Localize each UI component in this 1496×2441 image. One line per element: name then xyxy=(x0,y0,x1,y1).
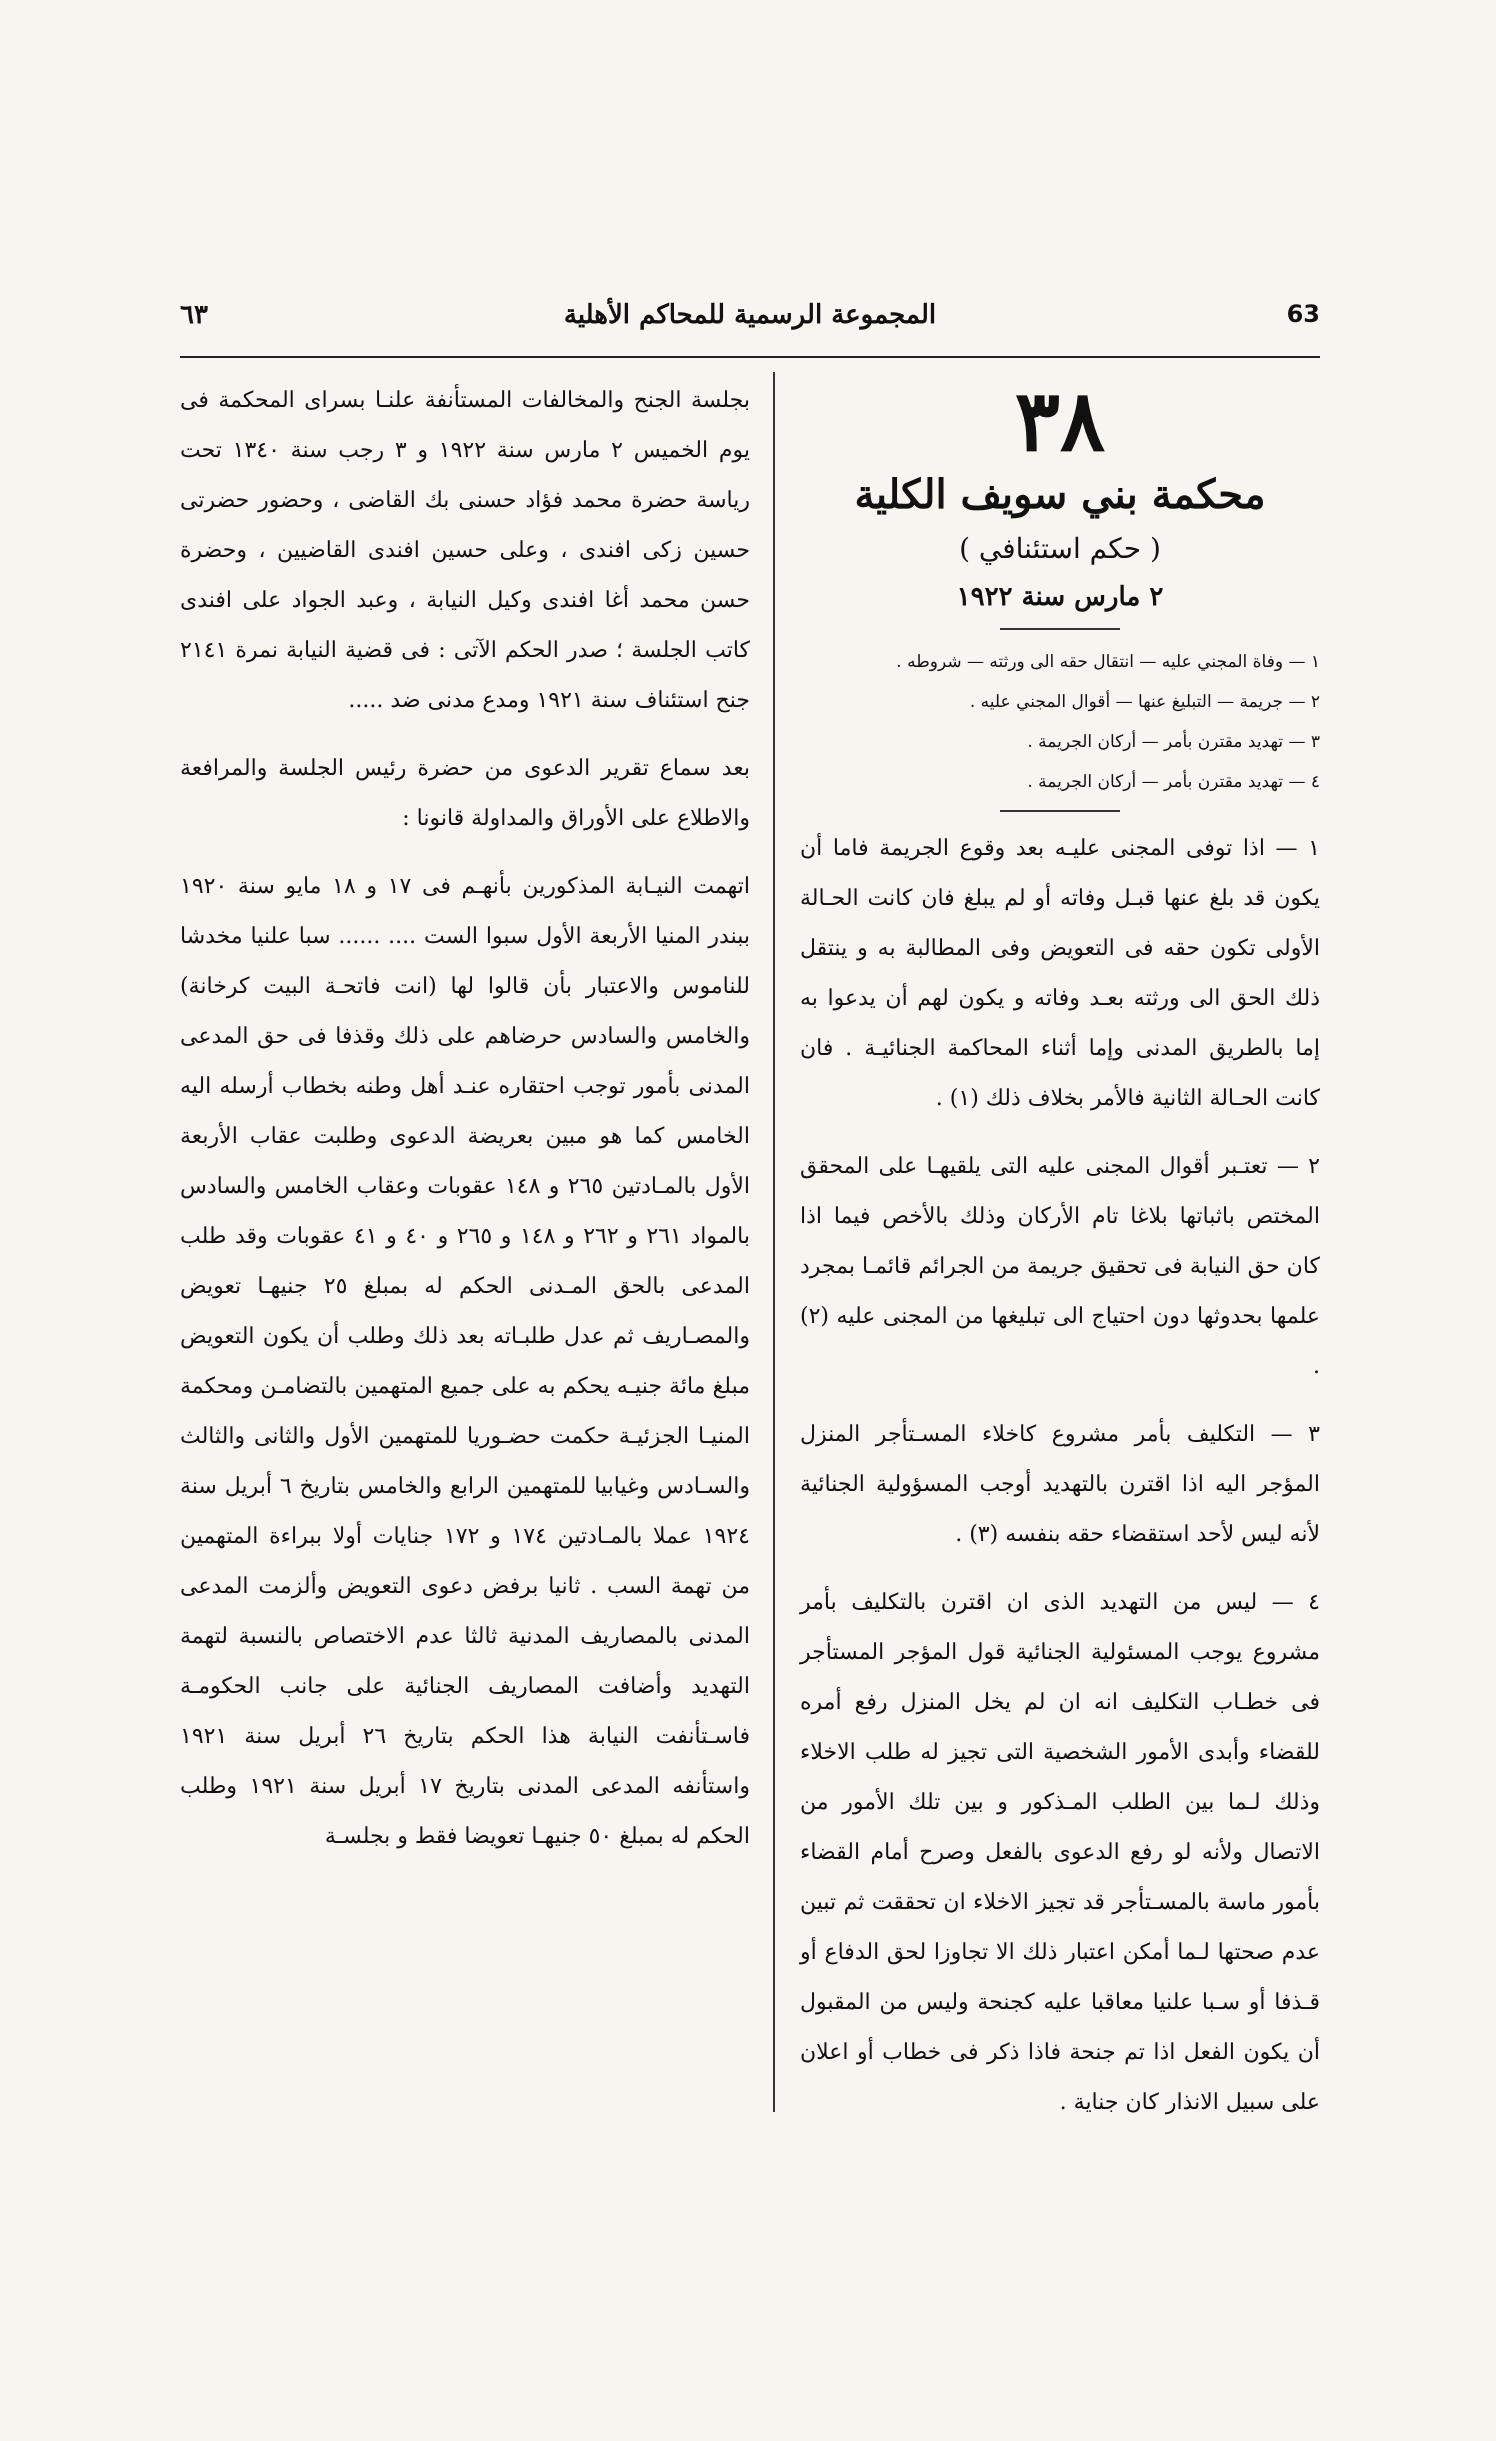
principle-paragraph: ٣ — التكليف بأمر مشروع كاخلاء المسـتأجر المنزل المؤجر اليه اذا اقترن بالتهديد أوجب المسؤولية الجنائية لأنه ليس لأحد استقضاء حقه بنفسه (٣) . xyxy=(800,1422,1320,1547)
summary-item: ٢ — جريمة — التبليغ عنها — أقوال المجني عليه . xyxy=(969,692,1320,712)
summary-item: ٣ — تهديد مقترن بأمر — أركان الجريمة . xyxy=(1027,732,1320,752)
running-title: المجموعة الرسمية للمحاكم الأهلية xyxy=(563,300,937,330)
page-number-latin: 63 xyxy=(1286,300,1320,328)
summary-list xyxy=(800,642,1320,802)
procedure-paragraph: بعد سماع تقرير الدعوى من حضرة رئيس الجلسة والمرافعة والاطلاع على الأوراق والمداولة قانونا : xyxy=(180,756,750,831)
section-rule xyxy=(1000,810,1120,812)
column-divider xyxy=(773,372,775,2112)
right-column xyxy=(800,371,1320,2146)
principle-paragraph: ٢ — تعتـبر أقوال المجنى عليه التى يلقيهـا على المحقق المختص باثباتها بلاغا تام الأركان وذلك بالأخص فيما اذا كان حق النيابة فى تحقيق جريمة من الجرائم قائمـا بمجرد علمها بحدوثها دون احتياج الى تبليغها من المجنى عليه (٢) . xyxy=(800,1154,1320,1379)
summary-item: ١ — وفاة المجني عليه — انتقال حقه الى ورثته — شروطه . xyxy=(896,652,1320,672)
principle-paragraph: ٤ — ليس من التهديد الذى ان اقترن بالتكليف بأمر مشروع يوجب المسئولية الجنائية قول المؤجر المستأجر فى خطـاب التكليف انه ان لم يخل المنزل رفع أمره للقضاء وأبدى الأمور الشخصية التى تجيز له طلب الاخلاء وذلك لـما بين الطلب المـذكور و بين تلك الأمور من الاتصال ولأنه لو رفع الدعوى بالفعل وصرح أمام القضاء بأمور ماسة بالمسـتأجر قد تجيز الاخلاء ان تحققت ثم تبين عدم صحتها لـما أمكن اعتبار ذلك الا تجاوزا لحق الدفاع أو قـذفا أو سـبا علنيا معاقبا عليه كجنحة وليس من المقبول أن يكون الفعل اذا تم جنحة فاذا ذكر فى خطاب أو اعلان على سبيل الانذار كان جناية . xyxy=(800,1590,1320,2115)
section-rule xyxy=(1000,628,1120,630)
case-number: ٣٨ xyxy=(1014,371,1106,470)
header-rule xyxy=(180,356,1320,358)
facts-paragraph: اتهمت النيـابة المذكورين بأنهـم فى ١٧ و ١٨ مايو سنة ١٩٢٠ ببندر المنيا الأربعة الأول سبوا الست .... ...... سبا علنيا مخدشا للناموس والاعتبار بأن قالوا لها (انت فاتحـة البيت كرخانة) والخامس والسادس حرضاهم على ذلك وقذفا فى حق المدعى المدنى بأمور توجب احتقاره عنـد أهل وطنه بخطاب أرسله اليه الخامس كما هو مبين بعريضة الدعوى وطلبت عقاب الأربعة الأول بالمـادتين ٢٦٥ و ١٤٨ عقوبات وعقاب الخامس والسادس بالمواد ٢٦١ و ٢٦٢ و ١٤٨ و ٢٦٥ و ٤٠ و ٤١ عقوبات وقد طلب المدعى بالحق المـدنى الحكم له بمبلغ ٢٥ جنيهـا تعويض والمصـاريف ثم عدل طلبـاته بعد ذلك وطلب أن يكون التعويض مبلغ مائة جنيـه يحكم به على جميع المتهمين بالتضامـن ومحكمة المنيـا الجزئيـة حكمت حضـوريا للمتهمين الأول والثانى والثالث والسـادس وغيابيا للمتهمين الرابع والخامس بتاريخ ٦ أبريل سنة ١٩٢٤ عملا بالمـادتين ١٧٤ و ١٧٢ جنايات أولا ببراءة المتهمين من تهمة السب . ثانيا برفض دعوى التعويض وألزمت المدعى المدنى بالمصاريف المدنية ثالثا عدم الاختصاص بالنسبة لتهمة التهديد وأضافت المصاريف الجنائية على جانب الحكومـة فاسـتأنفت النيابة هذا الحكم بتاريخ ٢٦ أبريل سنة ١٩٢١ واستأنفه المدعى المدنى بتاريخ ١٧ أبريل سنة ١٩٢١ وطلب الحكم له بمبلغ ٥٠ جنيهـا تعويضا فقط و بجلسـة xyxy=(180,874,750,1849)
principle-paragraph: ١ — اذا توفى المجنى عليـه بعد وقوع الجريمة فاما أن يكون قد بلغ عنها قبـل وفاته أو لم يبلغ فان كانت الحـالة الأولى تكون حقه فى التعويض وفى المطالبة به و ينتقل ذلك الحق الى ورثته بعـد وفاته و يكون لهم أن يدعوا به إما بالطريق المدنى وإما أثناء المحاكمة الجنائيـة . فان كانت الحـالة الثانية فالأمر بخلاف ذلك (١) . xyxy=(800,836,1320,1111)
summary-item: ٤ — تهديد مقترن بأمر — أركان الجريمة . xyxy=(1027,772,1320,792)
ruling-date: ٢ مارس سنة ١٩٢٢ xyxy=(956,582,1164,612)
page-number-arabic: ٦٣ xyxy=(180,300,208,330)
session-paragraph: بجلسة الجنح والمخالفات المستأنفة علنـا بسراى المحكمة فى يوم الخميس ٢ مارس سنة ١٩٢٢ و ٣ رجب سنة ١٣٤٠ تحت رياسة حضرة محمد فؤاد حسنى بك القاضى ، وحضور حضرتى حسين زكى افندى ، وعلى حسين افندى القاضيين ، وحضرة حسن محمد أغا افندى وكيل النيابة ، وعبد الجواد على افندى كاتب الجلسة ؛ صدر الحكم الآتى : فى قضية النيابة نمرة ٢١٤١ جنح استئناف سنة ١٩٢١ ومدع مدنى ضد ..... xyxy=(180,388,751,713)
page-header xyxy=(180,300,1320,350)
ruling-type: ( حكم استئنافي ) xyxy=(959,532,1161,565)
left-column xyxy=(180,376,750,1880)
court-name: محكمة بني سويف الكلية xyxy=(854,471,1266,518)
